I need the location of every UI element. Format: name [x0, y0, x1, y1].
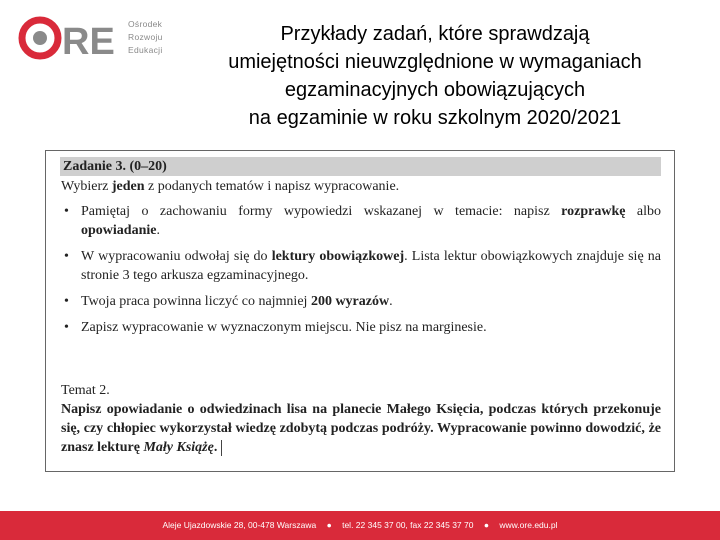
logo-org-line-3: Edukacji: [128, 45, 163, 55]
logo-org-line-2: Rozwoju: [128, 32, 163, 42]
rule-bold: opowiadanie: [81, 223, 157, 238]
rule-item: [61, 318, 661, 337]
rule-bold: rozprawkę: [561, 204, 626, 219]
rule-text: . Lista lektur obowiązkowych znajduje się na stronie 3 tego arkusza egzaminacyjnego.: [81, 249, 662, 283]
footer-separator-dot: ●: [326, 520, 332, 530]
footer-bar: [0, 511, 720, 540]
rule-text: .: [156, 223, 160, 238]
title-line-1: Przykłady zadań, które sprawdzają: [280, 23, 590, 45]
text-cursor: [221, 440, 222, 456]
topic-book-title: Mały Książę: [143, 440, 214, 455]
title-line-3: egzaminacyjnych obowiązujących: [284, 79, 586, 101]
rule-item: [61, 247, 661, 285]
rule-bold: lektury obowiązkowej: [271, 249, 405, 264]
footer-address: Aleje Ujazdowskie 28, 00-478 Warszawa: [162, 520, 317, 530]
rule-bold: 200 wyrazów: [310, 294, 390, 309]
title-line-2: umiejętności nieuwzględnione w wymaganiach: [228, 51, 642, 73]
logo-letters: RE: [62, 21, 115, 62]
exam-excerpt: [45, 150, 675, 472]
footer-separator-dot: ●: [483, 520, 489, 530]
rule-text: albo: [625, 204, 662, 219]
rule-text: W wypracowaniu odwołaj się do: [81, 249, 272, 264]
task-intro: [61, 177, 661, 196]
rule-item: [61, 292, 661, 311]
footer-web[interactable]: www.ore.edu.pl: [499, 520, 558, 530]
exam-document: [61, 157, 661, 457]
rule-text: Twoja praca powinna liczyć co najmniej: [81, 294, 311, 309]
topic-label: Temat 2.: [61, 383, 110, 398]
topic-end: .: [213, 440, 218, 455]
logo-org-line-1: Ośrodek: [128, 19, 163, 29]
title-line-4: na egzaminie w roku szkolnym 2020/2021: [248, 107, 622, 129]
intro-text-a: Wybierz: [61, 179, 112, 194]
slide-title: [150, 20, 720, 132]
intro-text-c: z podanych tematów i napisz wypracowanie.: [144, 179, 400, 194]
topic-body: Napisz opowiadanie o odwiedzinach lisa na planecie Małego Księcia, podczas których przekonuje się, czy chłopiec wykorzystał wiedzę zdobytą podczas podróży. Wypracowanie powinno dowodzić, że znasz lekturę: [61, 402, 661, 455]
ore-logo: [18, 16, 163, 66]
rule-item: [61, 202, 661, 240]
topic-text: [61, 400, 661, 457]
footer-phone: tel. 22 345 37 00, fax 22 345 37 70: [342, 520, 474, 530]
ore-logo-mark: [18, 16, 123, 62]
task-header: Zadanie 3. (0–20): [60, 157, 661, 176]
rule-text: .: [389, 294, 393, 309]
task-rules: [61, 202, 661, 337]
intro-text-bold: jeden: [111, 179, 145, 194]
rule-text: Zapisz wypracowanie w wyznaczonym miejscu. Nie pisz na marginesie.: [81, 320, 487, 335]
rule-text: Pamiętaj o zachowaniu formy wypowiedzi wskazanej w temacie: napisz: [81, 204, 562, 219]
